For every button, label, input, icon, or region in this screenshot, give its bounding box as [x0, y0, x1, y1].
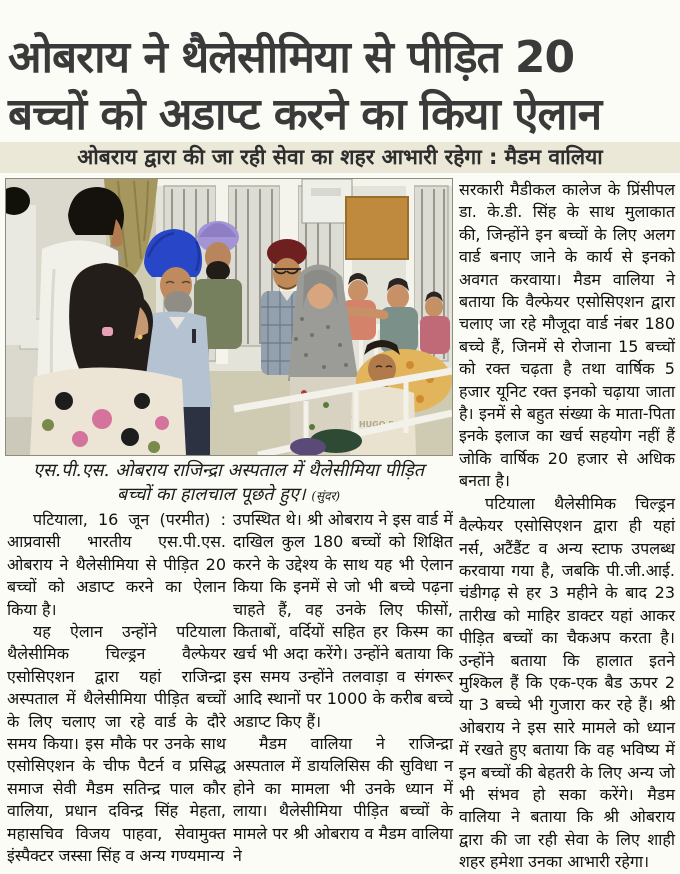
article-column-3 [459, 179, 675, 874]
headline-line-1: ओबराय ने थैलेसीमिया से पीड़ित 20 [8, 32, 575, 84]
article-column-1 [7, 509, 226, 868]
paragraph: सरकारी मैडीकल कालेज के प्रिंसीपल डा. के.डी. सिंह के साथ मुलाकात की, जिन्होंने इन बच्चों के लिए अलग वार्ड बनाए जाने के कार्य से इनको अवगत करवाया। मैडम वालिया ने बताया कि वैल्फेयर एसोसिएशन द्वारा चलाए जा रहे मौजूदा वार्ड नंबर 180 बच्चे हैं, जिनमें से रोजाना 15 बच्चों को रक्त चढ़ता है तथा वार्षिक 5 हजार यूनिट रक्त इनको चढ़ाया जाता है। इनमें से बहुत संख्या के माता-पिता इनके इलाज का खर्च सहयोग नहीं हैं जोकि वार्षिक 20 हजार से अधिक बनता है। [459, 180, 675, 491]
photo-notice-board [346, 197, 408, 259]
photo-credit: (सुंदर) [311, 489, 341, 503]
photo-cabinet [302, 179, 352, 223]
photo-caption [5, 459, 452, 508]
subheadline-band [0, 142, 680, 173]
paragraph: उपस्थित थे। श्री ओबराय ने इस वार्ड में दाखिल कुल 180 बच्चों को शिक्षित करने के उद्देश्य के साथ यह भी ऐलान किया कि इनमें से जो भी बच्चे पढ़ना चाहते हैं, वह उनके लिए फीसों, किताबों, वर्दियों सहित हर किस्म का खर्च भी अदा करेंगे। उन्होंने बताया कि इस समय उन्होंने तलवाड़ा व संगरूर आदि स्थानों पर 1000 के करीब बच्चे अडाप्ट किए हैं। [233, 510, 453, 731]
boy-shirt-text: HUGO BOS [358, 420, 408, 429]
article-column-2 [233, 509, 453, 868]
article-photo [5, 178, 453, 456]
paragraph-dateline: पटियाला, 16 जून (परमीत) : आप्रवासी भारतीय एस.पी.एस. ओबराय ने थैलेसीमिया से पीड़ित 20 बच्चों को अडाप्ट करने का ऐलान किया है। [7, 510, 226, 619]
caption-line-1: एस.पी.एस. ओबराय राजिन्द्रा अस्पताल में थैलेसीमिया पीड़ित [33, 460, 424, 481]
article-subheadline: ओबराय द्वारा की जा रही सेवा का शहर आभारी रहेगा : मैडम वालिया [77, 145, 603, 169]
paragraph: यह ऐलान उन्होंने पटियाला थैलेसीमिक चिल्ड्रन वैल्फेयर एसोसिएशन द्वारा यहां राजिन्द्रा अस्पताल में थैलेसीमिया पीड़ित बच्चों के लिए चलाए जा रहे वार्ड के दौरे समय किया। इस मौके पर उनके साथ एसोसिएशन के चीफ पैटर्न व प्रसिद्ध समाज सेवी मैडम सतिन्द्र पाल कौर वालिया, प्रधान दविन्द्र सिंह मेहता, महासचिव विजय पाहवा, सेवामुक्त इंस्पैक्टर जस्सा सिंह व अन्य गण्यमान्य [7, 622, 226, 866]
article-headline [8, 29, 674, 143]
paragraph: मैडम वालिया ने राजिन्द्रा अस्पताल में डायलिसिस की सुविधा न होने का मामला भी उनके ध्यान में लाया। थैलेसीमिया पीड़ित बच्चों के मामले पर श्री ओबराय व मैडम वालिया ने [233, 734, 453, 866]
photo-man-far-left [6, 187, 36, 345]
headline-line-2: बच्चों को अडाप्ट करने का किया ऐलान [8, 89, 602, 141]
paragraph: पटियाला थैलेसीमिक चिल्ड्रन वैल्फेयर एसोसिएशन द्वारा ही यहां नर्स, अटैंडैंट व अन्य स्टाफ उपलब्ध करवाया गया है, जबकि पी.जी.आई. चंडीगढ़ से हर 3 महीने के बाद 23 तारीख को माहिर डाक्टर यहां आकर पीड़ित बच्चों का चैकअप करता है। उन्होंने बताया कि हालात इतने मुश्किल हैं कि एक-एक बैड ऊपर 2 या 3 बच्चे भी गुजारा कर रहे हैं। श्री ओबराय ने इस सारे मामले को ध्यान में रखते हुए बताया कि वह भविष्य में इन बच्चों की बेहतरी के लिए अन्य जो भी संभव हो सका करेंगे। मैडम वालिया ने बताया कि श्री ओबराय द्वारा की जा रही सेवा के लिए शाही शहर हमेशा उनका आभारी रहेगा। [459, 493, 675, 872]
caption-line-2: बच्चों का हालचाल पूछते हुए। [116, 484, 306, 505]
